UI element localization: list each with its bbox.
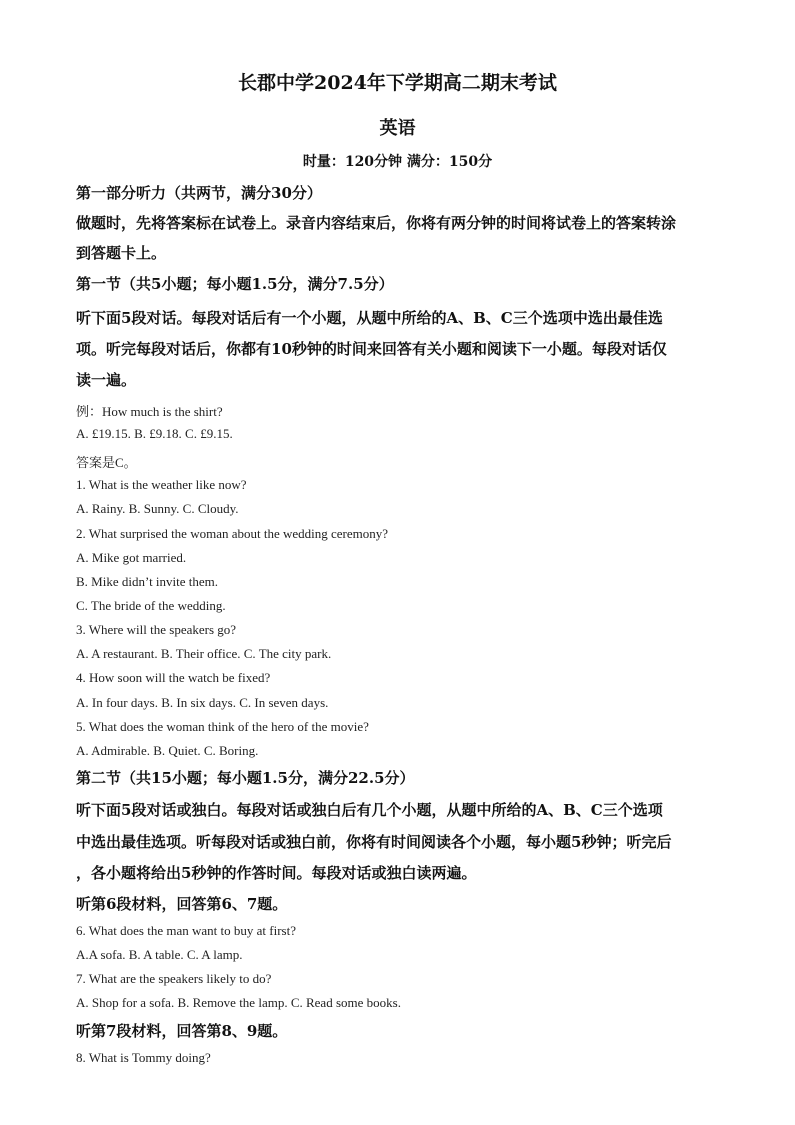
material-6-heading: 听第6段材料，回答第6、7题。: [76, 895, 288, 913]
section1-instruction-line: 听下面5段对话。每段对话后有一个小题，从题中所给的A、B、C三个选项中选出最佳选: [76, 309, 663, 327]
section1-heading: 第一节（共5小题；每小题1.5分，满分7.5分）: [76, 275, 394, 293]
example-answer: 答案是C。: [76, 455, 137, 470]
example-question: 例：How much is the shirt?: [76, 404, 223, 419]
question-4: 4. How soon will the watch be fixed?: [76, 670, 271, 685]
part1-heading: 第一部分听力（共两节，满分30分）: [76, 184, 322, 202]
question-6-options: A.A sofa. B. A table. C. A lamp.: [76, 947, 243, 962]
exam-title: 长郡中学2024年下学期高二期末考试: [238, 72, 557, 94]
subject-title: 英语: [379, 118, 416, 139]
exam-meta: 时量：120分钟 满分：150分: [302, 154, 493, 170]
question-2-option-c: C. The bride of the wedding.: [76, 598, 226, 613]
question-7: 7. What are the speakers likely to do?: [76, 971, 272, 986]
question-2-option-a: A. Mike got married.: [76, 550, 187, 565]
question-8: 8. What is Tommy doing?: [76, 1050, 211, 1065]
material-7-heading: 听第7段材料，回答第8、9题。: [76, 1022, 288, 1040]
question-3-options: A. A restaurant. B. Their office. C. The city park.: [76, 646, 332, 661]
question-5: 5. What does the woman think of the hero of the movie?: [76, 719, 369, 734]
part1-instruction-line: 到答题卡上。: [76, 244, 167, 262]
section2-instruction-line: ，各小题将给出5秒钟的作答时间。每段对话或独白读两遍。: [76, 864, 477, 882]
question-4-options: A. In four days. B. In six days. C. In seven days.: [76, 695, 329, 710]
section1-instruction-line: 读一遍。: [76, 371, 137, 389]
section1-instruction-line: 项。听完每段对话后，你都有10秒钟的时间来回答有关小题和阅读下一小题。每段对话仅: [76, 340, 667, 358]
question-1: 1. What is the weather like now?: [76, 477, 247, 492]
question-3: 3. Where will the speakers go?: [76, 622, 237, 637]
section2-instruction-line: 中选出最佳选项。听每段对话或独白前，你将有时间阅读各个小题，每小题5秒钟；听完后: [76, 833, 672, 851]
question-5-options: A. Admirable. B. Quiet. C. Boring.: [76, 743, 259, 758]
example-options: A. £19.15. B. £9.18. C. £9.15.: [76, 426, 233, 441]
question-2-option-b: B. Mike didn’t invite them.: [76, 574, 219, 589]
question-1-options: A. Rainy. B. Sunny. C. Cloudy.: [76, 501, 239, 516]
section2-instruction-line: 听下面5段对话或独白。每段对话或独白后有几个小题，从题中所给的A、B、C三个选项: [76, 801, 663, 819]
question-2: 2. What surprised the woman about the wedding ceremony?: [76, 526, 389, 541]
part1-instruction-line: 做题时，先将答案标在试卷上。录音内容结束后，你将有两分钟的时间将试卷上的答案转涂: [76, 214, 677, 232]
section2-heading: 第二节（共15小题；每小题1.5分，满分22.5分）: [76, 769, 415, 787]
question-7-options: A. Shop for a sofa. B. Remove the lamp. C. Read some books.: [76, 995, 401, 1010]
question-6: 6. What does the man want to buy at first?: [76, 923, 296, 938]
